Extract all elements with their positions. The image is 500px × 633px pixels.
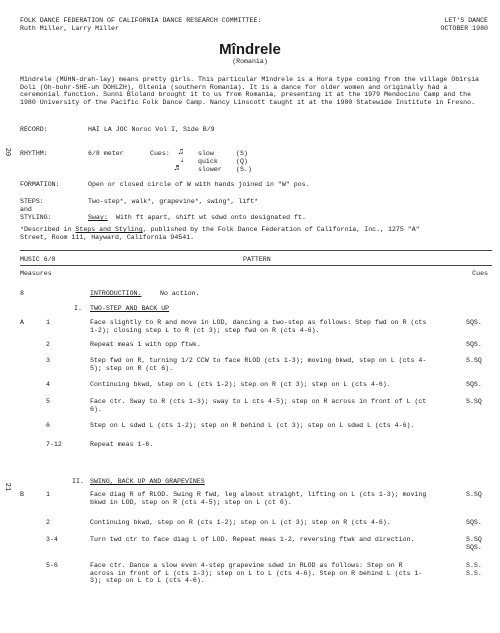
row-cue: S.SQ [466, 491, 482, 498]
row-description: Step on L sdwd L (cts 1-2); step on R behind L (ct 3); step on L sdwd L (cts 4-6). [90, 422, 415, 429]
row-meas: 4 [46, 381, 50, 388]
row-cue: S.SQ [466, 357, 482, 364]
cue-quick: quick [198, 158, 218, 165]
footnote-line-1 [20, 226, 420, 234]
eighth-notes-icon: ♫ [178, 147, 184, 157]
row-meas: 3-4 [46, 536, 58, 543]
header-authors: Ruth Miller, Larry Miller [20, 25, 119, 32]
row-letter: A [20, 319, 24, 326]
row-meas: 7-12 [46, 441, 62, 448]
footnote-pre: *Described in [20, 226, 76, 233]
row-meas: 5-6 [46, 562, 58, 569]
cue-quick-abbr: (Q) [236, 158, 248, 165]
section-title: SWING, BACK UP AND GRAPEVINES [90, 478, 205, 485]
row-cue: SQS. [466, 381, 482, 388]
formation-value: Open or closed circle of W with hands joined in "W" pos. [88, 181, 310, 188]
divider-bottom [20, 265, 492, 266]
styling-label: STYLING: [20, 214, 52, 221]
steps-label: STEPS: [20, 198, 44, 205]
row-cue: S.SQ [466, 398, 482, 405]
dance-origin: (Romania) [232, 58, 268, 65]
row-meas: 2 [46, 341, 50, 348]
margin-number-top: 20 [3, 147, 12, 157]
cues-label: Cues: [150, 150, 170, 157]
row-cue: SQS. [466, 544, 482, 551]
rhythm-label: RHYTHM: [20, 150, 48, 157]
footnote-book-title: Steps and Styling [75, 226, 143, 233]
row-meas: 1 [46, 319, 50, 326]
introduction-title: INTRODUCTION. [90, 290, 142, 297]
row-meas: 2 [46, 519, 50, 526]
cues-header: Cues [472, 270, 488, 277]
row-description: Face slightly to R and move in LOD, dancing a two-step as follows: Step fwd on R (cts 1-2); closing step L to R (ct 3); step fwd on R (cts 4-6). [90, 319, 427, 334]
footnote-post: , published by the Folk Dance Federation of California, Inc., 1275 "A" [142, 226, 420, 233]
row-cue: SQS. [466, 519, 482, 526]
section-title: TWO-STEP AND BACK UP [90, 305, 170, 312]
header-publication: LET'S DANCE [444, 17, 488, 24]
row-description: Continuing bkwd, step on R (cts 1-2); step on L (ct 3); step on R (cts 4-6). [90, 519, 391, 526]
header-organization: FOLK DANCE FEDERATION OF CALIFORNIA DANCE RESEARCH COMMITTEE: [20, 17, 262, 24]
pattern-header: PATTERN [243, 256, 271, 263]
divider-top [20, 250, 492, 251]
record-value: HAI LA JOC Noroc Vol I, Side B/9 [88, 126, 215, 133]
row-cue: S.S. [466, 570, 482, 577]
record-label: RECORD: [20, 126, 48, 133]
sway-label: Sway: [88, 214, 108, 221]
row-meas: 3 [46, 357, 50, 364]
row-letter: B [20, 491, 24, 498]
row-description: Turn twd ctr to face diag L of LOD. Repeat meas 1-2, reversing ftwk and direction. [90, 536, 415, 543]
sway-description: With ft apart, shift wt sdwd onto designated ft. [116, 214, 306, 221]
section-number: II. [72, 478, 84, 485]
row-meas: 6 [46, 422, 50, 429]
row-description: Face diag R of RLOD. Swing R fwd, leg almost straight, lifting on L (cts 1-3); moving bkwd in LOD, step on R (cts 4-5); step on L (ct 6). [90, 491, 427, 506]
music-meter-header: MUSIC 6/8 [20, 256, 56, 263]
row-description: Repeat meas 1 with opp ftwk. [90, 341, 201, 348]
row-cue: SQS. [466, 319, 482, 326]
footnote-line-2: Street, Room 111, Hayward, California 94541. [20, 234, 195, 241]
cue-slower: slower [198, 166, 222, 173]
steps-list: Two-step*, walk*, grapevine*, swing*, lift* [88, 198, 259, 205]
triplet-notes-icon: ♬ [174, 163, 180, 173]
row-description: Continuing bkwd, step on L (cts 1-2); step on R (ct 3); step on L (cts 4-6). [90, 381, 391, 388]
row-cue: SQS. [466, 341, 482, 348]
section-number: I. [74, 305, 82, 312]
quarter-note-icon: ♩ [180, 155, 186, 165]
row-description: Face ctr. Dance a slow even 4-step grapevine sdwd in RLOD as follows: Step on R across in front of L (cts 1-3); step on L to L (cts 4-6). Step on R behind L (cts 1-3); step on L to L (cts 4-6). [90, 562, 423, 585]
margin-number-bottom: 21 [3, 482, 12, 492]
row-meas: 5 [46, 398, 50, 405]
intro-paragraph: Mîndrele (MUHN-drah-lay) means pretty girls. This particular Mîndrele is a Hora type coming from the village Obîrșia Doli (Oh-buhr-SHE-uh DOHLZH), Oltenia (southern Romania). It is a dance for older women and originally had a ceremonial function. Sunni Bloland brought it to us from Romania, presenting it at the 1979 Mendocino Camp and the 1980 University of the Pacific Folk Dance Camp. Nancy Linscott taught it at the 1980 Statewide Institute in Fresno. [20, 76, 479, 106]
row-description: Face ctr. Sway to R (cts 1-3); sway to L cts 4-5); step on R across in front of L (ct 6). [90, 398, 427, 413]
formation-label: FORMATION: [20, 181, 60, 188]
row-description: Step fwd on R, turning 1/2 CCW to face RLOD (cts 1-3); moving bkwd, step on L (cts 4-5); step on R (ct 6). [90, 357, 427, 372]
steps-and-label: and [20, 206, 32, 213]
row-cue: S.S. [466, 562, 482, 569]
header-date: OCTOBER 1980 [440, 25, 488, 32]
measures-header: Measures [20, 270, 52, 277]
cue-slow: slow [198, 150, 214, 157]
dance-title: Mîndrele [219, 41, 281, 58]
cue-slow-abbr: (S) [236, 150, 248, 157]
row-meas: 1 [46, 491, 50, 498]
row-meas: 8 [20, 290, 24, 297]
row-cue: S.SQ [466, 536, 482, 543]
introduction-note: No action. [160, 290, 200, 297]
rhythm-value: 6/8 meter [88, 150, 124, 157]
cue-slower-abbr: (S.) [236, 166, 252, 173]
row-description: Repeat meas 1-6. [90, 441, 154, 448]
